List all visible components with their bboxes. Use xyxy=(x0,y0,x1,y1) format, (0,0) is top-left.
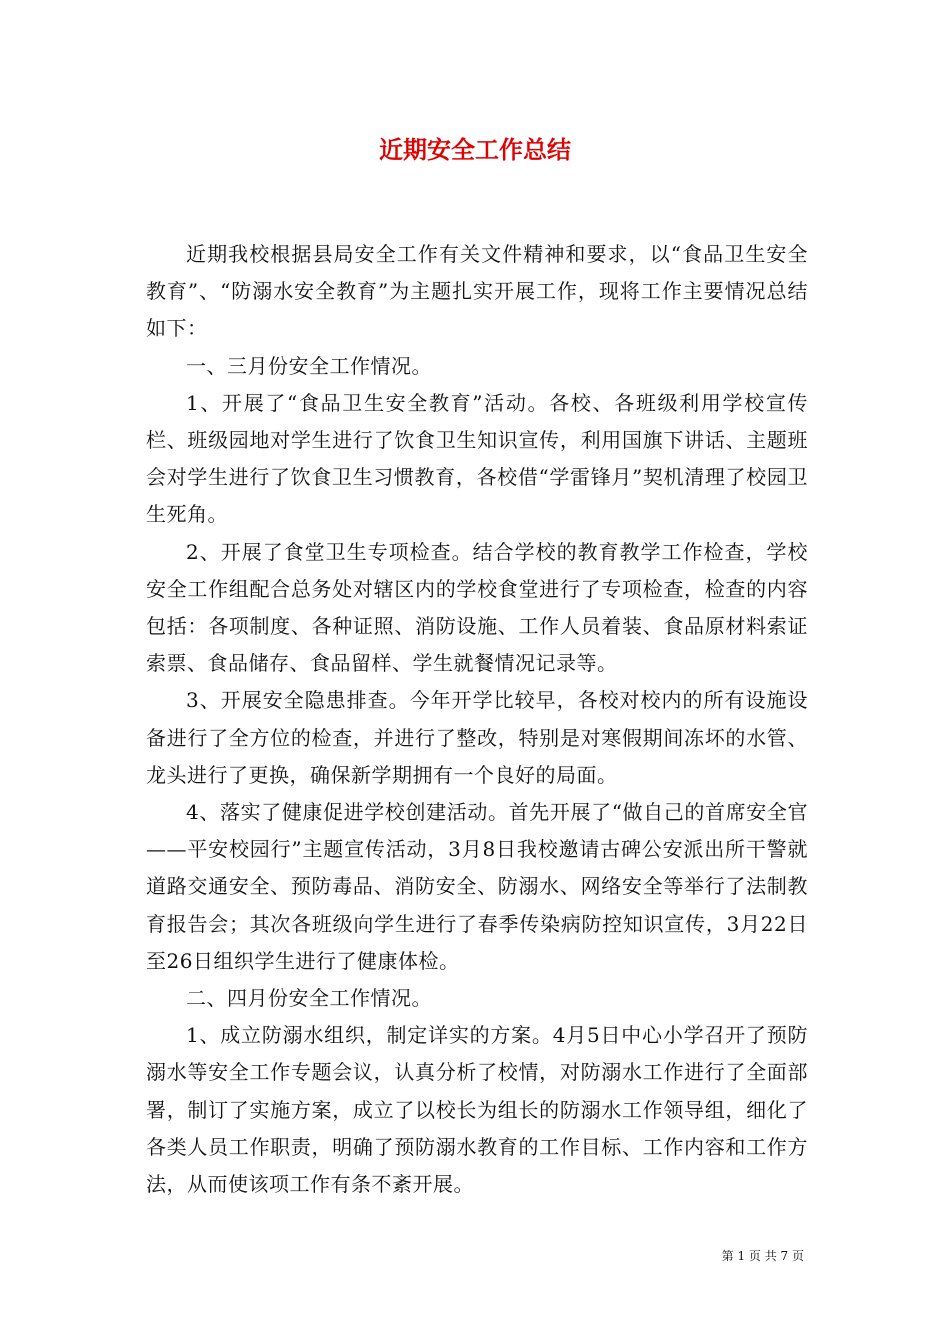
paragraph-march-2: 2、开展了食堂卫生专项检查。结合学校的教育教学工作检查，学校安全工作组配合总务处对辖区内的学校食堂进行了专项检查，检查的内容包括：各项制度、各种证照、消防设施、工作人员着装、食品原材料索证索票、食品储存、食品留样、学生就餐情况记录等。 xyxy=(146,539,808,676)
paragraph-intro: 近期我校根据县局安全工作有关文件精神和要求，以“食品卫生安全教育”、“防溺水安全教育”为主题扎实开展工作，现将工作主要情况总结如下： xyxy=(146,242,808,341)
document-title: 近期安全工作总结 xyxy=(379,135,571,164)
paragraph-april-1: 1、成立防溺水组织，制定详实的方案。4月5日中心小学召开了预防溺水等安全工作专题会议，认真分析了校情，对防溺水工作进行了全面部署，制订了实施方案，成立了以校长为组长的防溺水工作领导组，细化了各类人员工作职责，明确了预防溺水教育的工作目标、工作内容和工作方法，从而使该项工作有条不紊开展。 xyxy=(146,1023,808,1197)
page-number-label: 第 1 页 共 7 页 xyxy=(721,1249,804,1263)
page-number-footer xyxy=(722,1248,804,1264)
section-heading-march: 一、三月份安全工作情况。 xyxy=(186,353,432,378)
document-body xyxy=(146,236,808,1203)
paragraph-march-1: 1、开展了“食品卫生安全教育”活动。各校、各班级利用学校宣传栏、班级园地对学生进行了饮食卫生知识宣传，利用国旗下讲话、主题班会对学生进行了饮食卫生习惯教育，各校借“学雷锋月”契机清理了校园卫生死角。 xyxy=(146,390,808,527)
paragraph-march-4: 4、落实了健康促进学校创建活动。首先开展了“做自己的首席安全官——平安校园行”主题宣传活动，3月8日我校邀请古碑公安派出所干警就道路交通安全、预防毒品、消防安全、防溺水、网络安全等举行了法制教育报告会；其次各班级向学生进行了春季传染病防控知识宣传，3月22日至26日组织学生进行了健康体检。 xyxy=(146,800,808,973)
section-heading-april: 二、四月份安全工作情况。 xyxy=(186,986,432,1011)
paragraph-march-3: 3、开展安全隐患排查。今年开学比较早，各校对校内的所有设施设备进行了全方位的检查，并进行了整改，特别是对寒假期间冻坏的水管、龙头进行了更换，确保新学期拥有一个良好的局面。 xyxy=(146,688,808,787)
